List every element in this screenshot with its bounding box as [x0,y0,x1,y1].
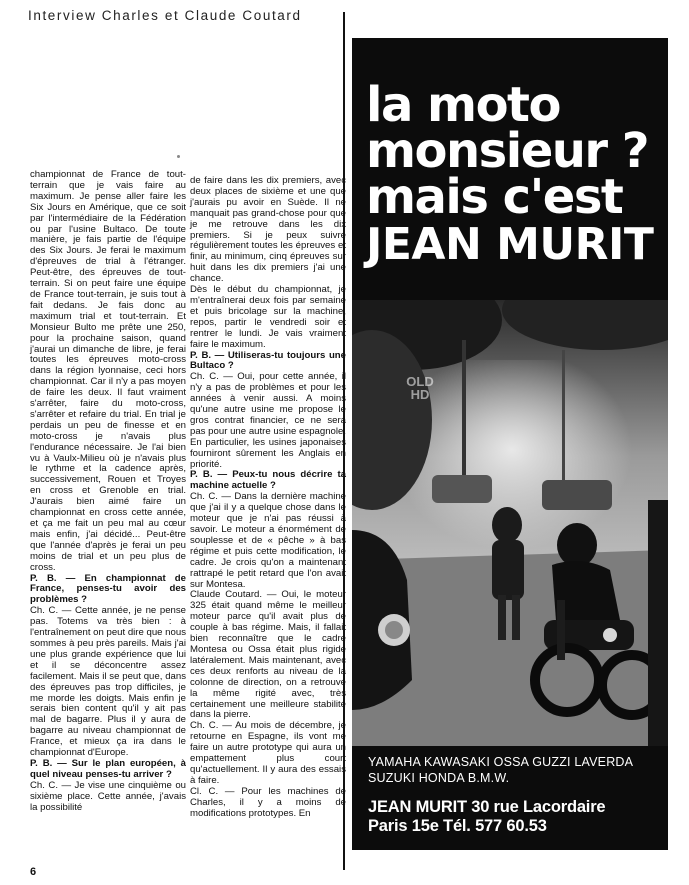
question: P. B. — Peux-tu nous décrire ta machine actuelle ? [190,469,346,492]
paragraph: de faire dans les dix premiers, avec deux places de sixième et une que j'aurais pu avoir en Suède. Il ne manquait pas grand-chose pour que je me retrouve dans les dix premiers. Si je peux suivre régulièrement toutes les épreuves et finir, au minimum, cinq épreuves sur huit dans les dix premiers j'ai une chance. [190,175,346,285]
paragraph: Ch. C. — Cette année, je ne pense pas. Totems va très bien : à l'entraînement on peut dire que nous sommes à peu près pareils. Mais j'ai une plus grande expérience que lui et il se déconcentre assez facilement. Mais il se peut que, dans des épreuves pas trop difficiles, je me morde les doigts. Mais enfin je serais bien content qu'il y ait pas mal de bagarre. Plus il y aura de bagarre au niveau championnat de France, et mieux ça ira dans le championnat d'Europe. [30,605,186,759]
ad-headline-line: monsieur ? [366,123,649,179]
paragraph: Claude Coutard. — Oui, le moteur 325 était quand même le meilleur moteur parce qu'il avait plus de couple à bas régime. Mais, il fallait bien reconnaître que le cadre Montesa ou Ossa était plus rigide latéralement. Mais maintenant, avec ces deux renforts au niveau de la colonne de direction, on a retrouvé la même rigité avec, très certainement une meilleure stabilité dans la pierre. [190,589,346,721]
paragraph: championnat de France de tout-terrain que je vais faire au maximum. Je pense aller faire les Six Jours en Amérique, que ce soit par l'intermédiaire de la Fédération ou par l'usine Bultaco. De toute manière, je fais partie de l'équipe des Six Jours. Je ferai le maximum d'épreuves de trial à l'étranger. Peut-être, des épreuves de tout-terrain. Si on peut faire une équipe de France tout-terrain, je suis tout à fait dedans. Je fais donc au maximum trial et tout-terrain. Et Monsieur Bulto me prête une 250, pour la prochaine saison, quand j'aurai un dimanche de libre, je ferai toutes les épreuves moto-cross dans la région lyonnaise, ceci hors championnat. Car il n'y a pas moyen de faire les deux. Il faut vraiment s'arrêter, faire du moto-cross, s'arrêter et refaire du trial. En trial je perdais un peu de finesse et en moto-cross je n'avais plus l'endurance nécessaire. Je l'ai bien vu à Vaulx-Milieu où je n'avais plus le rythme et la cadence après, successivement, Rouen et Troyes en cross et Grenoble en trial. J'aurais bien aimé faire un championnat en cross cette année, et ça me fait un peu mal au cœur mais enfin, j'ai décidé... Peut-être que l'année d'après je ferai un peu moins de trial et un peu plus de cross. [30,169,186,573]
watermark [395,375,445,415]
question: P. B. — Sur le plan européen, à quel niveau penses-tu arriver ? [30,757,186,780]
paragraph: Cl. C. — Pour les machines de Charles, il y a moins de modifications prototypes. En [190,785,346,819]
paragraph: Dès le début du championnat, je m'entraînerai deux fois par semaine et puis bricolage sur la machine, repos, partir le vendredi soir et rentrer le lundi. Je vais vraiment faire le maximum. [190,284,346,350]
ad-headline-line: mais c'est [366,169,623,225]
page-number: 6 [30,866,37,878]
paragraph: Ch. C. — Au mois de décembre, je retourne en Espagne, ils vont me faire un autre prototype qui aura un empattement plus court qu'actuellement. Il y aura des essais à faire. [190,720,346,786]
paragraph: Ch. C. — Je vise une cinquième ou sixième place. Cette année, j'avais la possibilité [30,779,186,813]
watermark-line: HD [410,387,430,402]
address-line: Paris 15e Tél. 577 60.53 [368,817,547,835]
question: P. B. — En championnat de France, penses-tu avoir des problèmes ? [30,572,186,606]
brand-list [368,754,633,786]
ad-headline [366,77,654,270]
motorcycle-street-photo [352,300,668,746]
paragraph: Ch. C. — Oui, pour cette année, il n'y a pas de problèmes et pour les années à venir aussi. A moins qu'une autre usine me propose le gros contrat financier, ce ne sera pas pour une autre usine espagnole. En particulier, les usines japonaises fourniront sûrement les Anglais en priorité. [190,371,346,470]
brand-line: SUZUKI HONDA B.M.W. [368,771,510,785]
address-line: JEAN MURIT 30 rue Lacordaire [368,798,606,816]
watermark-line: OLD [406,374,434,389]
article-column-2 [190,176,346,819]
paragraph: Ch. C. — Dans la dernière machine que j'ai il y a quelque chose dans le moteur que je n'ai pas réussi à savoir. Le moteur a énormément de souplesse et de « pêche » à bas régime et puis cette modification, le cadre. Je crois qu'on a maintenant rattrapé le petit retard que l'on avait sur Montesa. [190,491,346,590]
article-column-1 [30,170,186,813]
print-speck [177,155,180,158]
photo-illustration [352,300,668,746]
page-header: Interview Charles et Claude Coutard [28,8,302,23]
dealer-address [368,798,605,836]
brand-line: YAMAHA KAWASAKI OSSA GUZZI LAVERDA [368,755,634,769]
question: P. B. — Utiliseras-tu toujours une Bultaco ? [190,349,346,372]
ad-headline-line: la moto [366,77,560,133]
advertisement [352,38,668,850]
ad-footer [352,746,668,850]
ad-headline-brand: JEAN MURIT [366,219,654,270]
